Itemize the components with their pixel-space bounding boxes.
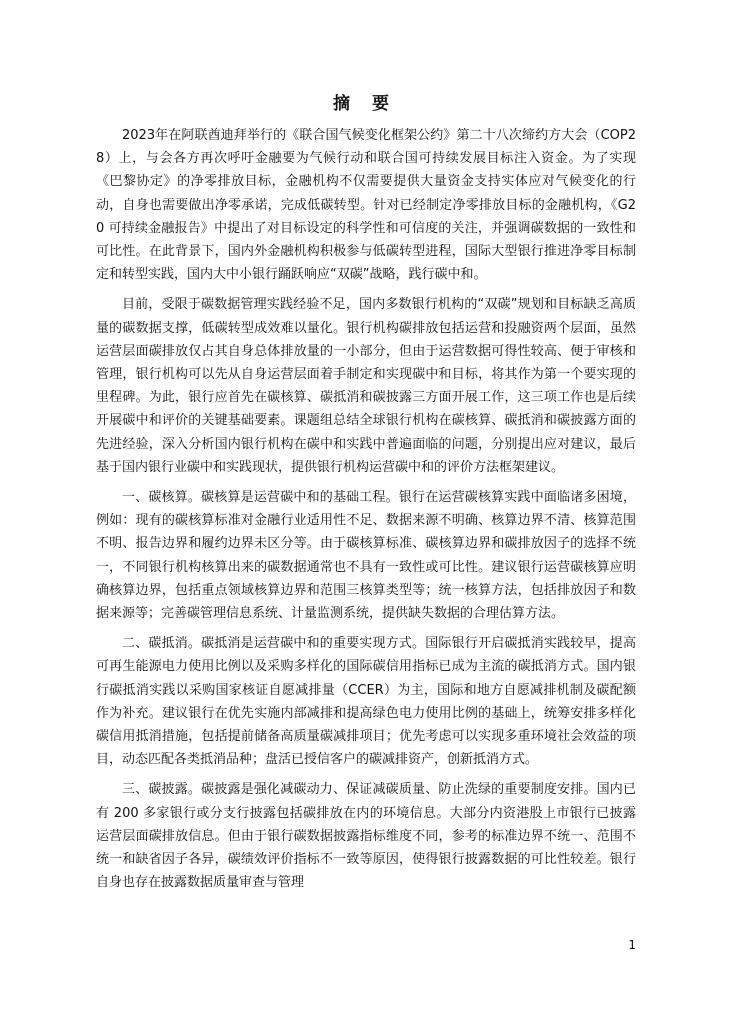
paragraph-carbon-disclosure: 三、碳披露。碳披露是强化减碳动力、保证减碳质量、防止洗绿的重要制度安排。国内已有 200 多家银行或分支行披露包括碳排放在内的环境信息。大部分内资港股上市银行已披露运营层面碳排放信息。但由于银行碳数据披露指标维度不同，参考的标准边界不统一、范围不统一和缺省因子各异，碳绩效评价指标不一致等原因，使得银行披露数据的可比性较差。银行自身也存在披露数据质量审查与管理 [96,782,636,891]
document-body [96,124,636,895]
paragraph-current-situation: 目前，受限于碳数据管理实践经验不足，国内多数银行机构的“双碳”规划和目标缺乏高质量的碳数据支撑，低碳转型成效难以量化。银行机构碳排放包括运营和投融资两个层面，虽然运营层面碳排放仅占其自身总体排放量的一小部分，但由于运营数据可得性较高、便于审核和管理，银行机构可以先从自身运营层面着手制定和实现碳中和目标，将其作为第一个要实现的里程碑。为此，银行应首先在碳核算、碳抵消和碳披露三方面开展工作，这三项工作也是后续开展碳中和评价的关键基础要素。课题组总结全球银行机构在碳核算、碳抵消和碳披露方面的先进经验，深入分析国内银行机构在碳中和实践中普遍面临的问题，分别提出应对建议，最后基于国内银行业碳中和实践现状，提供银行机构运营碳中和的评价方法框架建议。 [96,297,636,475]
paragraph-carbon-offset: 二、碳抵消。碳抵消是运营碳中和的重要实现方式。国际银行开启碳抵消实践较早，提高可再生能源电力使用比例以及采购多样化的国际碳信用指标已成为主流的碳抵消方式。国内银行碳抵消实践以采购国家核证自愿减排量（CCER）为主，国际和地方自愿减排机制及碳配额作为补充。建议银行在优先实施内部减排和提高绿色电力使用比例的基础上，统筹安排多样化碳信用抵消措施，包括提前储备高质量碳减排项目；优先考虑可以实现多重环境社会效益的项目，动态匹配各类抵消品种；盘活已授信客户的碳减排资产，创新抵消方式。 [96,636,636,768]
page-number: 1 [628,938,636,952]
page-title: 摘 要 [333,94,397,114]
paragraph-carbon-accounting: 一、碳核算。碳核算是运营碳中和的基础工程。银行在运营碳核算实践中面临诸多困境，例如：现有的碳核算标准对金融行业适用性不足、数据来源不明确、核算边界不清、核算范围不明、报告边界和履约边界未区分等。由于碳核算标准、碳核算边界和碳排放因子的选择不统一，不同银行机构核算出来的碳数据通常也不具有一致性或可比性。建议银行运营碳核算应明确核算边界，包括重点领域核算边界和范围三核算类型等；统一核算方法，包括排放因子和数据来源等；完善碳管理信息系统、计量监测系统，提供缺失数据的合理估算方法。 [96,490,636,622]
paragraph-intro: 2023年在阿联酋迪拜举行的《联合国气候变化框架公约》第二十八次缔约方大会（COP28）上，与会各方再次呼吁金融要为气候行动和联合国可持续发展目标注入资金。为了实现《巴黎协定》的净零排放目标，金融机构不仅需要提供大量资金支持实体应对气候变化的行动，自身也需要做出净零承诺，完成低碳转型。针对已经制定净零排放目标的金融机构，《G20 可持续金融报告》中提出了对目标设定的科学性和可信度的关注，并强调碳数据的一致性和可比性。在此背景下，国内外金融机构积极参与低碳转型进程，国际大型银行推进净零目标制定和转型实践，国内大中小银行踊跃响应“双碳”战略，践行碳中和。 [96,128,636,283]
